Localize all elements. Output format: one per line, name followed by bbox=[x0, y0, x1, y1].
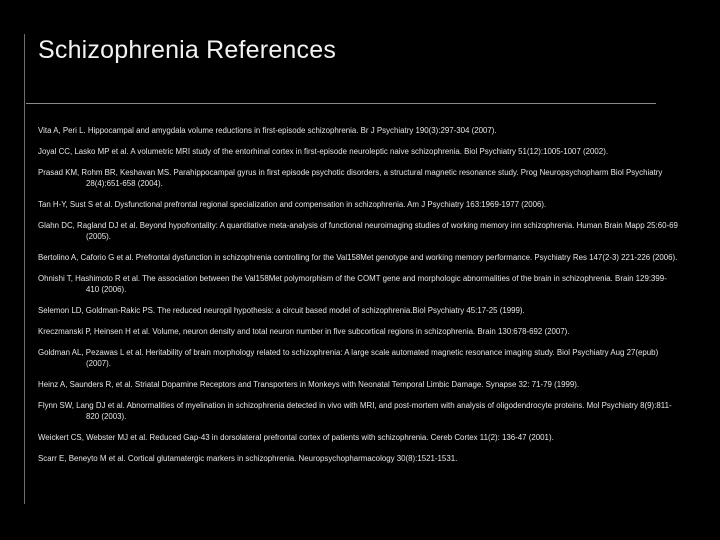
reference-item: Ohnishi T, Hashimoto R et al. The association between the Val158Met polymorphism of the COMT gene and morphologic abnormalities of the brain in schizophrenia. Brain 129:399-410 (2006). bbox=[38, 274, 667, 294]
reference-item: Prasad KM, Rohm BR, Keshavan MS. Parahippocampal gyrus in first episode psychotic disorders, a structural magnetic resonance study. Prog Neuropsychopharm Biol Psychiatry 28(4):651-658 (2004). bbox=[38, 168, 663, 188]
reference-item: Heinz A, Saunders R, et al. Striatal Dopamine Receptors and Transporters in Monkeys with Neonatal Temporal Limbic Damage. Synapse 32: 71-79 (1999). bbox=[38, 380, 580, 389]
reference-item: Scarr E, Beneyto M et al. Cortical glutamatergic markers in schizophrenia. Neuropsychopharmacology 30(8):1521-1531. bbox=[38, 454, 458, 463]
reference-item: Joyal CC, Lasko MP et al. A volumetric MRI study of the entorhinal cortex in first-episode neuroleptic naive schizophrenia. Biol Psychiatry 51(12):1005-1007 (2002). bbox=[38, 147, 609, 156]
title-divider bbox=[26, 103, 656, 104]
reference-item: Vita A, Peri L. Hippocampal and amygdala volume reductions in first-episode schizophrenia. Br J Psychiatry 190(3):297-304 (2007). bbox=[38, 126, 497, 135]
reference-item: Bertolino A, Caforio G et al. Prefrontal dysfunction in schizophrenia controlling for the Val158Met genotype and working memory performance. Psychiatry Res 147(2-3) 221-226 (2006). bbox=[38, 253, 678, 262]
reference-item: Kreczmanski P, Heinsen H et al. Volume, neuron density and total neuron number in five subcortical regions in schizophrenia. Brain 130:678-692 (2007). bbox=[38, 327, 570, 336]
slide-title: Schizophrenia References bbox=[38, 36, 337, 64]
reference-item: Goldman AL, Pezawas L et al. Heritability of brain morphology related to schizophrenia: A large scale automated magnetic resonance imaging study. Biol Psychiatry Aug 27(epub)(2007). bbox=[38, 348, 659, 368]
reference-item: Selemon LD, Goldman-Rakic PS. The reduced neuropil hypothesis: a circuit based model of schizophrenia.Biol Psychiatry 45:17-25 (1999). bbox=[38, 306, 525, 315]
reference-item: Weickert CS, Webster MJ et al. Reduced Gap-43 in dorsolateral prefrontal cortex of patients with schizophrenia. Cereb Cortex 11(2): 136-47 (2001). bbox=[38, 433, 554, 442]
reference-item: Glahn DC, Ragland DJ et al. Beyond hypofrontality: A quantitative meta-analysis of functional neuroimaging studies of working memory inn schizophrenia. Human Brain Mapp 25:60-69 (2005). bbox=[38, 221, 678, 241]
reference-list bbox=[38, 125, 678, 474]
reference-item: Tan H-Y, Sust S et al. Dysfunctional prefrontal regional specialization and compensation in schizophrenia. Am J Psychiatry 163:1969-1977 (2006). bbox=[38, 200, 547, 209]
vertical-rule bbox=[24, 34, 25, 504]
reference-item: Flynn SW, Lang DJ et al. Abnormalities of myelination in schizophrenia detected in vivo with MRI, and post-mortem with analysis of oligodendrocyte proteins. Mol Psychiatry 8(9):811-820 (2003). bbox=[38, 401, 672, 421]
